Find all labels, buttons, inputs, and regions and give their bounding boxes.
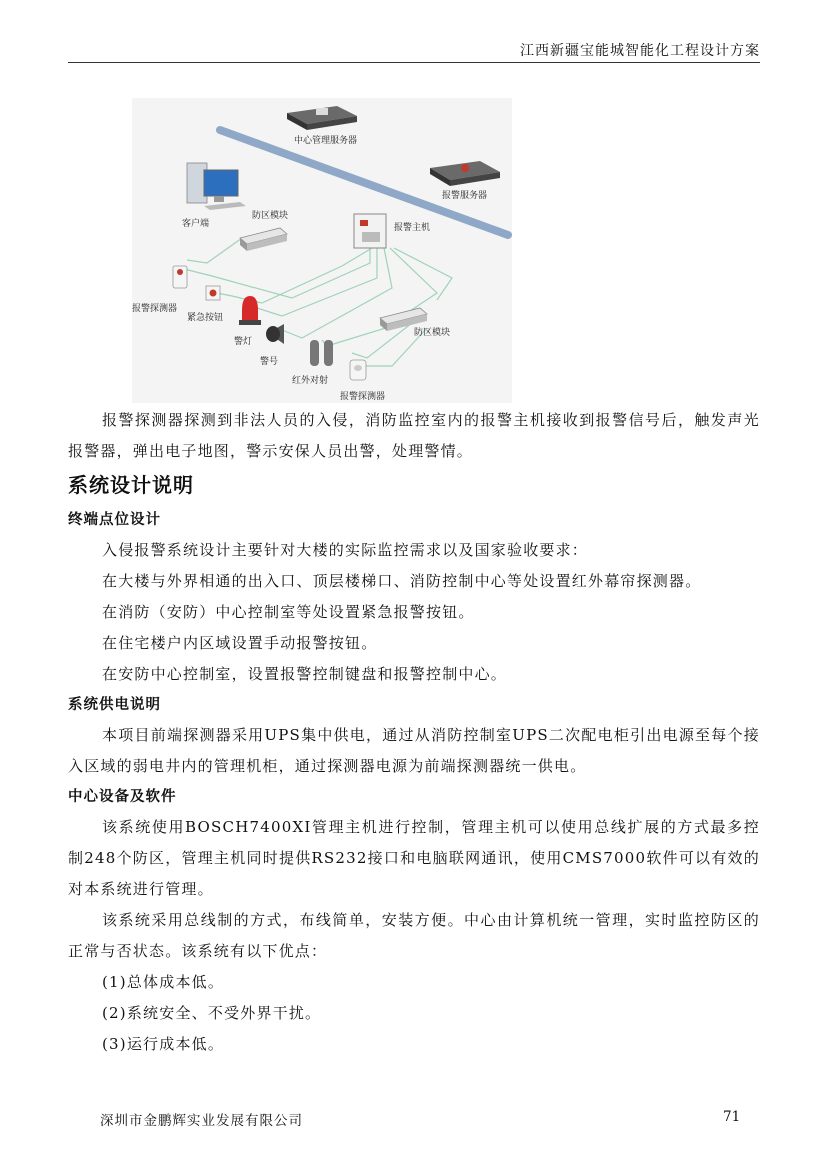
alarm-lamp-icon xyxy=(239,296,261,325)
sub1-paragraph: 入侵报警系统设计主要针对大楼的实际监控需求以及国家验收要求： xyxy=(102,541,589,559)
detector-icon-1 xyxy=(173,266,187,288)
label-alarm-host: 报警主机 xyxy=(394,223,431,233)
page-content xyxy=(68,405,760,1060)
label-client: 客户端 xyxy=(182,219,210,229)
footer-company: 深圳市金鹏辉实业发展有限公司 xyxy=(100,1113,303,1129)
emergency-button-icon xyxy=(206,286,220,300)
page-header xyxy=(68,38,760,63)
sub2-paragraph: 本项目前端探测器采用UPS集中供电，通过从消防控制室UPS二次配电柜引出电源至每个接入区域的弱电井内的管理机柜，通过探测器电源为前端探测器统一供电。 xyxy=(68,726,760,775)
list-item: (1)总体成本低。 xyxy=(102,973,225,991)
label-emergency-button: 紧急按钮 xyxy=(187,313,224,323)
zone-module-icon-1 xyxy=(240,228,287,251)
client-pc-icon xyxy=(187,163,246,210)
label-zone-module-2: 防区模块 xyxy=(414,328,451,338)
label-center-server: 中心管理服务器 xyxy=(294,136,358,146)
alarm-host-icon xyxy=(354,214,386,248)
sub1-paragraph: 在住宅楼户内区域设置手动报警按钮。 xyxy=(102,634,378,652)
label-detector-1: 报警探测器 xyxy=(132,304,178,314)
section-title: 系统设计说明 xyxy=(68,473,194,497)
footer-page-number: 71 xyxy=(723,1109,741,1125)
alarm-system-diagram xyxy=(132,98,512,403)
sub3-title: 中心设备及软件 xyxy=(68,789,177,805)
sub1-paragraph: 在消防（安防）中心控制室等处设置紧急报警按钮。 xyxy=(102,603,475,621)
label-alarm-lamp: 警灯 xyxy=(234,337,253,347)
infrared-beam-icon xyxy=(310,340,333,366)
sub1-title: 终端点位设计 xyxy=(68,512,161,528)
label-zone-module-1: 防区模块 xyxy=(252,211,289,221)
diagram-svg xyxy=(132,98,512,403)
center-server-icon xyxy=(287,106,357,130)
sub2-title: 系统供电说明 xyxy=(68,697,161,713)
siren-icon xyxy=(266,324,284,344)
alarm-server-icon xyxy=(430,161,500,186)
intro-paragraph: 报警探测器探测到非法人员的入侵，消防监控室内的报警主机接收到报警信号后，触发声光报警器，弹出电子地图，警示安保人员出警，处理警情。 xyxy=(68,411,760,460)
label-siren: 警号 xyxy=(260,357,279,367)
label-infrared-beam: 红外对射 xyxy=(292,376,329,386)
detector-icon-2 xyxy=(350,360,366,380)
sub3-paragraph: 该系统使用BOSCH7400XI管理主机进行控制，管理主机可以使用总线扩展的方式最多控制248个防区，管理主机同时提供RS232接口和电脑联网通讯，使用CMS7000软件可以有效的对本系统进行管理。 xyxy=(68,818,760,898)
label-alarm-server: 报警服务器 xyxy=(442,191,488,201)
list-item: (3)运行成本低。 xyxy=(102,1035,225,1053)
sub1-paragraph: 在安防中心控制室，设置报警控制键盘和报警控制中心。 xyxy=(102,665,508,683)
header-title: 江西新疆宝能城智能化工程设计方案 xyxy=(520,43,760,59)
sub3-paragraph: 该系统采用总线制的方式，布线简单，安装方便。中心由计算机统一管理，实时监控防区的正常与否状态。该系统有以下优点： xyxy=(68,911,760,960)
sub1-paragraph: 在大楼与外界相通的出入口、顶层楼梯口、消防控制中心等处设置红外幕帘探测器。 xyxy=(102,572,702,590)
label-detector-2: 报警探测器 xyxy=(340,392,386,402)
list-item: (2)系统安全、不受外界干扰。 xyxy=(102,1004,322,1022)
